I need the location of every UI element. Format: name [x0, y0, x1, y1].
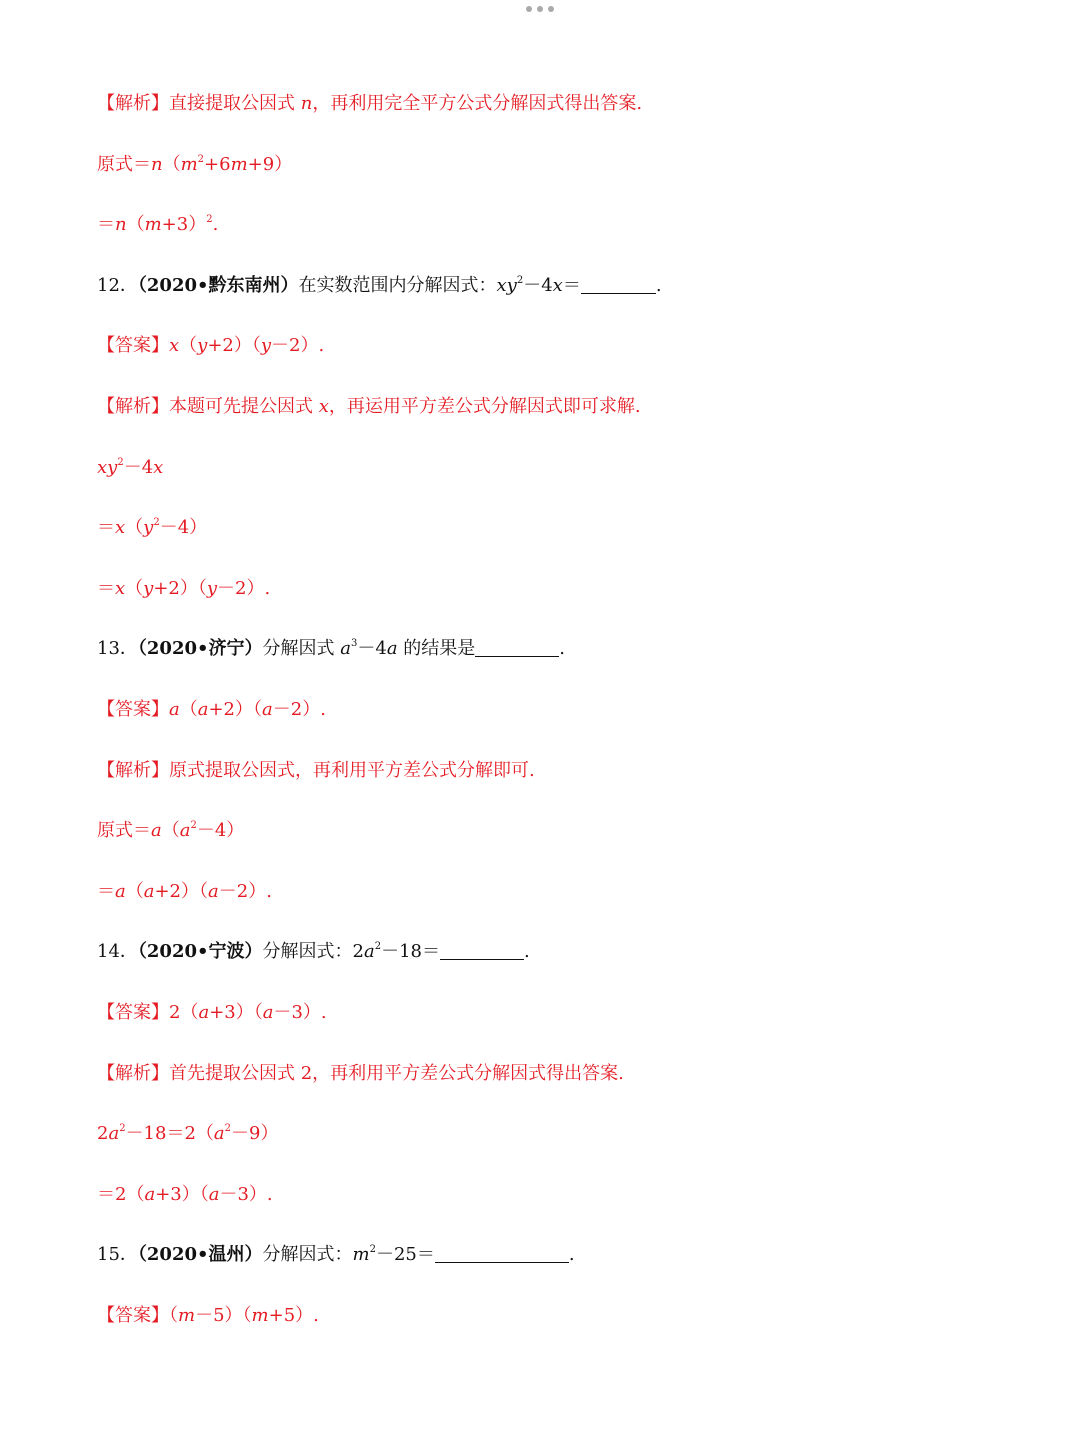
answer-line [97, 326, 1017, 387]
text-run: a [213, 1123, 225, 1145]
text-run: 14． [97, 941, 138, 963]
text-run: +3） [161, 214, 207, 236]
work-line [97, 508, 1017, 569]
text-run: （ [179, 335, 198, 357]
text-run: n [151, 153, 163, 175]
text-run: +5）. [268, 1304, 319, 1326]
source-tag: （2020•宁波） [137, 941, 263, 963]
text-run: m [251, 1304, 269, 1326]
text-run: （ [161, 820, 180, 842]
text-run: 【解析】首先提取公因式 2，再利用平方差公式分解因式得出答案. [97, 1062, 624, 1084]
answer-blank [475, 634, 559, 657]
text-run: . [559, 638, 566, 660]
text-run: a [363, 941, 375, 963]
text-run: m [180, 153, 198, 175]
text-run: 【答案】 [97, 335, 169, 357]
text-run: y [143, 517, 154, 539]
work-line [97, 872, 1017, 933]
text-run: －18＝ [381, 941, 440, 963]
text-run: x [318, 395, 329, 417]
question-line [97, 629, 1017, 690]
text-run: 【解析】原式提取公因式，再利用平方差公式分解即可. [97, 759, 535, 781]
text-run: ＝ [97, 577, 115, 599]
text-run: a [151, 820, 162, 842]
text-run: 的结果是 [397, 638, 476, 660]
text-run: +3）（ [155, 1183, 209, 1205]
text-run: a [208, 1183, 220, 1205]
text-run: +2）（ [208, 698, 263, 720]
text-run: . [568, 1244, 575, 1266]
text-run: a [169, 698, 180, 720]
text-run: 【答案】 [97, 698, 169, 720]
work-line [97, 811, 1017, 872]
text-run: ，再运用平方差公式分解因式即可求解. [328, 395, 641, 417]
text-run: （ [179, 698, 198, 720]
analysis-line [97, 84, 1017, 145]
superscript: 2 [224, 1123, 232, 1135]
superscript: 2 [516, 274, 524, 286]
source-tag: （2020•济宁） [137, 638, 263, 660]
text-run: a [386, 638, 398, 660]
text-run: a [197, 698, 209, 720]
question-line [97, 1235, 1017, 1296]
text-run: a [143, 880, 155, 902]
dot [537, 6, 543, 12]
text-run: a [262, 1001, 274, 1023]
source-tag: （2020•温州） [137, 1244, 263, 1266]
work-line [97, 1114, 1017, 1175]
text-run: －9） [231, 1123, 279, 1145]
text-run: （ [125, 880, 144, 902]
analysis-line [97, 387, 1017, 448]
text-run: －3）. [219, 1183, 273, 1205]
text-run: 【解析】本题可先提公因式 [97, 395, 319, 417]
superscript: 2 [119, 1123, 126, 1135]
text-run: xy [496, 274, 517, 296]
text-run: . [212, 214, 219, 236]
text-run: a [144, 1183, 156, 1205]
text-run: x [153, 456, 164, 478]
answer-blank [435, 1240, 569, 1263]
text-run: （ [126, 214, 145, 236]
text-run: +3）（ [209, 1001, 263, 1023]
document-body [97, 84, 1017, 1356]
text-run: +6 [204, 153, 231, 175]
text-run: m [144, 214, 162, 236]
more-options-icon[interactable] [526, 6, 554, 12]
work-line [97, 569, 1017, 630]
text-run: －4） [159, 517, 208, 539]
text-run: 【解析】直接提取公因式 [97, 93, 301, 114]
text-run: 分解因式：2 [262, 941, 364, 963]
superscript: 2 [117, 456, 124, 468]
text-run: 15． [97, 1244, 138, 1266]
text-run: －25＝ [375, 1244, 435, 1266]
text-run: 原式＝ [97, 153, 151, 175]
superscript: 2 [190, 820, 197, 832]
superscript: 2 [206, 214, 213, 226]
text-run: －2）. [217, 577, 271, 599]
text-run: －4 [523, 274, 553, 296]
text-run: ＝ [97, 880, 115, 902]
analysis-line [97, 1054, 1017, 1115]
text-run: y [260, 335, 272, 357]
text-run: 原式＝ [97, 820, 151, 842]
text-run: m [178, 1304, 196, 1326]
text-run: a [262, 698, 273, 720]
text-run: xy [97, 456, 118, 478]
text-run: x [169, 335, 180, 357]
source-tag: （2020•黔东南州） [137, 274, 299, 296]
text-run: . [655, 274, 662, 296]
text-run: －2）. [271, 335, 325, 357]
text-run: （ [162, 153, 181, 175]
text-run: +2）（ [207, 335, 261, 357]
text-run: a [340, 638, 351, 660]
text-run: 【答案】（ [97, 1304, 178, 1326]
text-run: －4 [357, 638, 387, 660]
work-line [97, 145, 1017, 206]
text-run: －3）. [273, 1001, 327, 1023]
superscript: 2 [197, 153, 205, 165]
dot [526, 6, 532, 12]
answer-line [97, 993, 1017, 1054]
text-run: a [115, 880, 126, 902]
text-run: －2）. [272, 698, 326, 720]
text-run: 分解因式： [262, 1244, 353, 1266]
superscript: 3 [350, 638, 358, 650]
text-run: y [197, 335, 208, 357]
text-run: +2）（ [153, 577, 207, 599]
answer-blank [581, 271, 656, 294]
text-run: ，再利用完全平方公式分解因式得出答案. [312, 93, 643, 114]
answer-blank [440, 937, 524, 960]
dot [548, 6, 554, 12]
text-run: x [552, 274, 563, 296]
text-run: a [108, 1123, 120, 1145]
work-line [97, 1175, 1017, 1236]
work-line [97, 205, 1017, 266]
text-run: 12． [97, 274, 138, 296]
text-run: ＝ [97, 517, 115, 539]
text-run: x [115, 517, 126, 539]
text-run: （ [125, 577, 144, 599]
text-run: a [208, 880, 219, 902]
superscript: 2 [369, 1244, 376, 1256]
text-run: y [143, 577, 154, 599]
text-run: 2 [97, 1123, 109, 1145]
text-run: －18＝2（ [125, 1123, 214, 1145]
text-run: +9） [247, 153, 293, 175]
text-run: ＝ [562, 274, 581, 296]
superscript: 2 [153, 517, 160, 529]
text-run: 分解因式 [262, 638, 341, 660]
text-run: ＝ [97, 214, 115, 236]
text-run: －2）. [218, 880, 272, 902]
text-run: a [198, 1001, 210, 1023]
text-run: n [300, 93, 313, 114]
text-run: m [230, 153, 248, 175]
text-run: m [352, 1244, 370, 1266]
text-run: 【答案】2（ [97, 1001, 199, 1023]
text-run: . [523, 941, 530, 963]
text-run: －4） [196, 820, 245, 842]
analysis-line [97, 751, 1017, 812]
superscript: 2 [374, 941, 382, 953]
text-run: －4 [123, 456, 154, 478]
question-line [97, 266, 1017, 327]
text-run: n [115, 214, 127, 236]
work-line [97, 448, 1017, 509]
text-run: ＝2（ [97, 1183, 145, 1205]
answer-line [97, 690, 1017, 751]
question-line [97, 932, 1017, 993]
text-run: a [179, 820, 191, 842]
text-run: （ [125, 517, 144, 539]
text-run: －5）（ [195, 1304, 252, 1326]
text-run: y [206, 577, 218, 599]
answer-line [97, 1296, 1017, 1357]
text-run: x [115, 577, 126, 599]
text-run: +2）（ [154, 880, 209, 902]
text-run: 在实数范围内分解因式： [298, 274, 497, 296]
text-run: 13． [97, 638, 138, 660]
